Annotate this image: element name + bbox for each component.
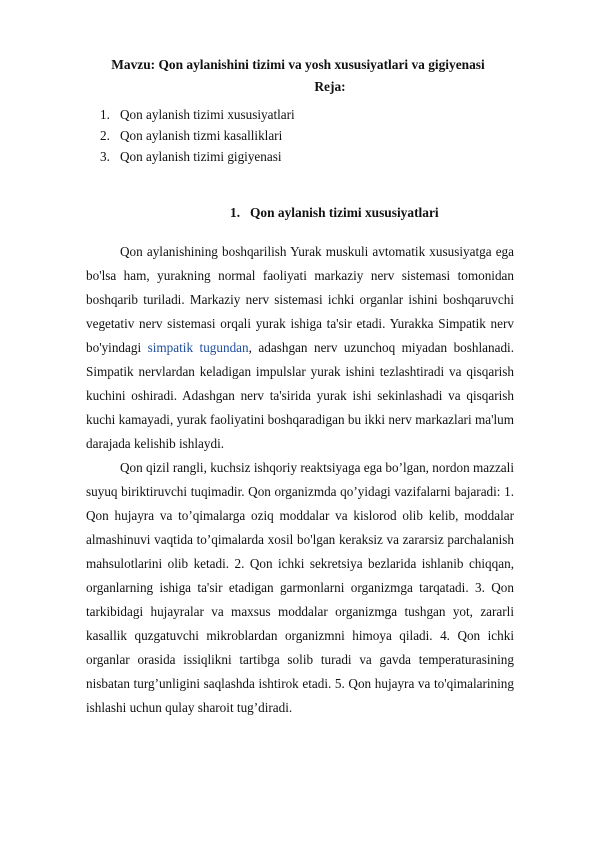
plan-item-text: Qon aylanish tizimi xususiyatlari: [120, 107, 295, 122]
plan-item-text: Qon aylanish tizmi kasalliklari: [120, 128, 283, 143]
plan-item: [100, 104, 295, 125]
section-heading-text: Qon aylanish tizimi xususiyatlari: [250, 205, 439, 220]
plan-item: [100, 125, 295, 146]
plan-list: [100, 104, 295, 167]
plan-item-text: Qon aylanish tizimi gigiyenasi: [120, 149, 282, 164]
paragraph: Qon qizil rangli, kuchsiz ishqoriy reaktsiyaga ega bo’lgan, nordon mazzali suyuq biriktiruvchi tuqimadir. Qon organizmda qo’yidagi vazifalarni bajaradi: 1. Qon hujayra va to’qimalarga oziq moddalar va kislorod olib kelib, moddalar almashinuvi vaqtida to’qimalarda xosil bo'lgan keraksiz va zararsiz parchalanish mahsulotlarini olib ketadi. 2. Qon ichki sekretsiya bezlarida ishlanib chiqqan, organlarning ishiga ta'sir etadigan garmonlarni organizmga tarqatadi. 3. Qon tarkibidagi hujayralar va maxsus moddalar organizmga tushgan yot, zararli kasallik quzgatuvchi mikroblardan organizmni himoya qiladi. 4. Qon ichki organlar orasida issiqlikni tartibga solib turadi va gavda temperaturasining nisbatan turg’unligini saqlashda ishtirok etadi. 5. Qon hujayra va to'qimalarining ishlashi uchun qulay sharoit tug’diradi.: [86, 460, 514, 715]
plan-heading: Reja:: [314, 79, 346, 94]
body-text: [86, 240, 514, 720]
paragraph-text: Qon aylanishining boshqarilish Yurak muskuli avtomatik xususiyatga ega bo'lsa ham, yurakning normal faoliyati markaziy nerv sistemasi tomonidan boshqarib turiladi. Markaziy nerv sistemasi ichki organlar ishini boshqaruvchi vegetativ nerv sistemasi orqali yurak ishiga ta'sir etadi. Yurakka Simpatik nerv bo'yindagi: [86, 244, 514, 355]
plan-item-number: 3.: [100, 149, 110, 164]
paragraph: [86, 240, 514, 456]
plan-item-number: 2.: [100, 128, 110, 143]
section-number: 1.: [230, 205, 241, 220]
document-title: Mavzu: Qon aylanishini tizimi va yosh xususiyatlari va gigiyenasi: [111, 57, 485, 72]
section-heading: [230, 205, 439, 221]
plan-item: [100, 146, 295, 167]
paragraph-text: , adashgan nerv uzunchoq miyadan boshlanadi. Simpatik nervlardan keladigan impulslar yurak ishini tezlashtiradi va qisqarish kuchini oshiradi. Adashgan nerv ta'sirida yurak ishi sekinlashadi va qisqarish kuchi kamayadi, yurak faoliyatini boshqaradigan bu ikki nerv markazlari ma'lum darajada kelishib ishlaydi.: [86, 340, 514, 451]
plan-item-number: 1.: [100, 107, 110, 122]
simpatik-tugundan-link[interactable]: simpatik tugundan: [147, 340, 249, 355]
